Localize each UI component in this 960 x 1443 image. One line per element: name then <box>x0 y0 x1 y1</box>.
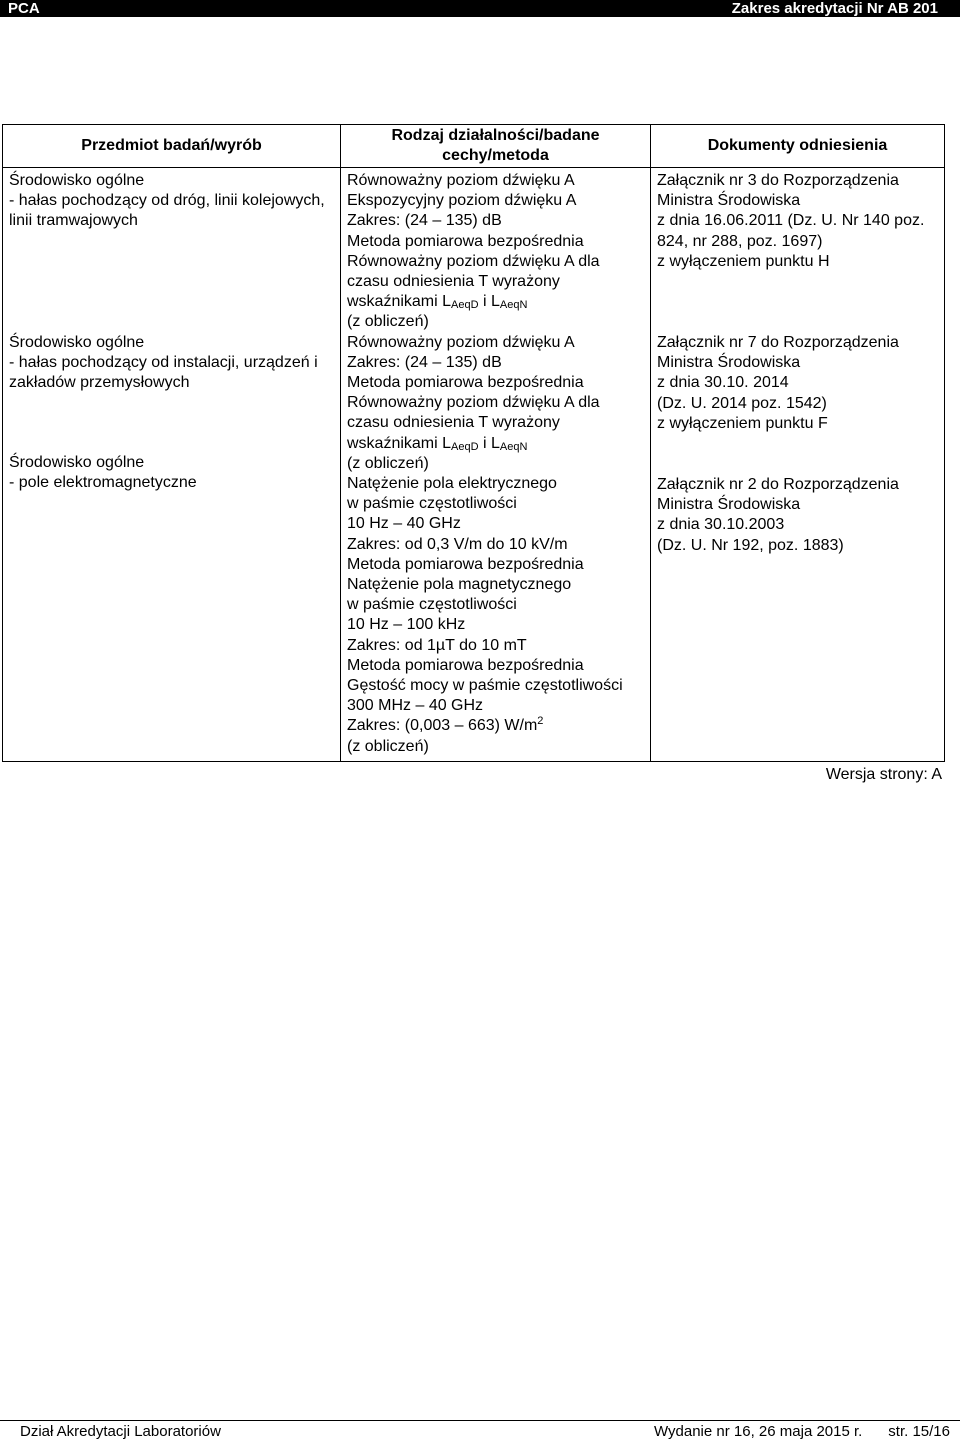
reference-industrial-noise: Załącznik nr 7 do Rozporządzenia Ministra Środowiska z dnia 30.10. 2014 (Dz. U. 2014 poz. 1542) z wyłączeniem punktu F <box>657 334 899 432</box>
column-header-references: Dokumenty odniesienia <box>651 125 945 168</box>
page-footer <box>0 1420 960 1443</box>
method-cell <box>341 168 651 762</box>
header-doc-title: Zakres akredytacji Nr AB 201 <box>731 0 938 17</box>
subject-industrial-noise: Środowisko ogólne - hałas pochodzący od instalacji, urządzeń i zakładów przemysłowych <box>9 333 318 392</box>
method-em-power-range: Zakres: (0,003 – 663) $W/m^2$ <box>347 715 544 735</box>
footer-page-number: str. 15/16 <box>888 1423 950 1440</box>
accreditation-table <box>2 124 945 762</box>
method-em-field-text: Natężenie pola elektrycznego w paśmie częstotliwości 10 Hz – 40 GHz Zakres: od 0,3 V/m do 10 kV/m Metoda pomiarowa bezpośrednia Natężenie pola magnetycznego w paśmie częstotliwości 10 Hz – 100 kHz Zakres: od 1µT do 10 mT Metoda pomiarowa bezpośrednia Gęstość mocy w paśmie częstotliwości 300 MHz – 40 GHz <box>347 475 623 715</box>
method-industrial-noise-indicators: wskaźnikami $L_{AeqD}$ i $L_{AeqN}$ <box>347 434 528 453</box>
method-road-noise-indicators: wskaźnikami $L_{AeqD}$ i $L_{AeqN}$ <box>347 293 528 312</box>
method-industrial-noise-calc: (z obliczeń) <box>347 454 429 472</box>
footer-department: Dział Akredytacji Laboratoriów <box>20 1423 221 1440</box>
references-cell <box>651 168 945 762</box>
page-header-bar <box>0 0 960 17</box>
header-org: PCA <box>8 0 40 17</box>
page-version: Wersja strony: A <box>825 766 942 783</box>
column-header-method: Rodzaj działalności/badane cechy/metoda <box>341 125 651 168</box>
subject-cell <box>3 168 341 762</box>
table-row <box>3 168 945 762</box>
table-header-row <box>3 125 945 168</box>
reference-road-noise: Załącznik nr 3 do Rozporządzenia Ministra Środowiska z dnia 16.06.2011 (Dz. U. Nr 140 poz. 824, nr 288, poz. 1697) z wyłączeniem punktu H <box>657 172 925 270</box>
subject-road-noise: Środowisko ogólne - hałas pochodzący od dróg, linii kolejowych, linii tramwajowych <box>9 172 325 230</box>
footer-edition: Wydanie nr 16, 26 maja 2015 r. <box>654 1423 863 1440</box>
reference-em-field: Załącznik nr 2 do Rozporządzenia Ministra Środowiska z dnia 30.10.2003 (Dz. U. Nr 192, poz. 1883) <box>657 476 899 554</box>
subject-em-field: Środowisko ogólne - pole elektromagnetyczne <box>9 454 197 492</box>
method-industrial-noise-text: Równoważny poziom dźwięku A Zakres: (24 – 135) dB Metoda pomiarowa bezpośrednia Równoważny poziom dźwięku A dla czasu odniesienia T wyrażony <box>347 333 600 432</box>
method-em-calc: (z obliczeń) <box>347 737 429 755</box>
column-header-subject: Przedmiot badań/wyrób <box>3 125 341 168</box>
method-road-noise-text: Równoważny poziom dźwięku A Ekspozycyjny poziom dźwięku A Zakres: (24 – 135) dB Metoda pomiarowa bezpośrednia Równoważny poziom dźwięku A dla czasu odniesienia T wyrażony <box>347 172 600 291</box>
method-road-noise-calc: (z obliczeń) <box>347 313 429 331</box>
